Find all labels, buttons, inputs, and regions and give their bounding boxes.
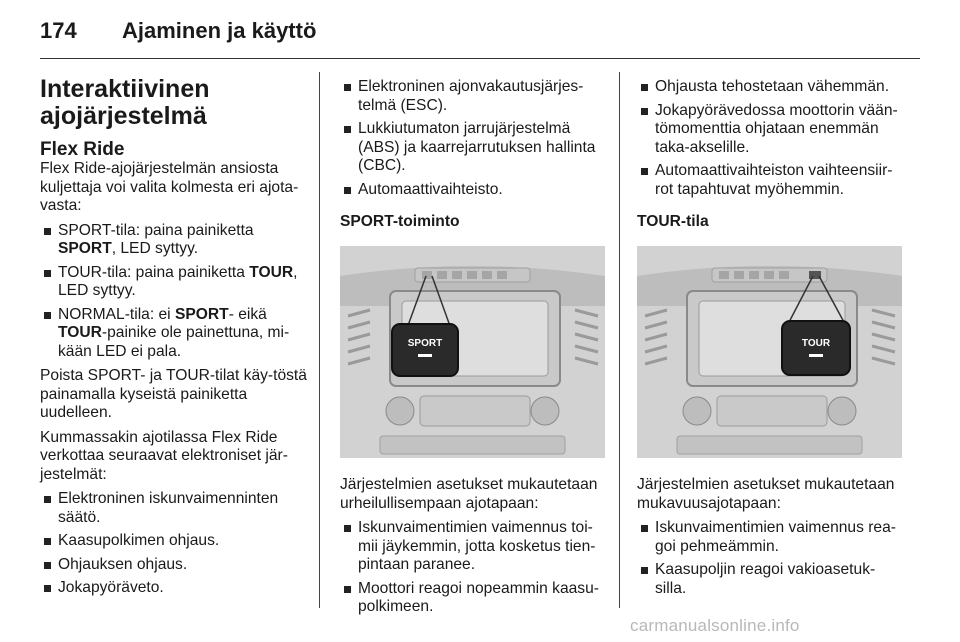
systems-list-continued [340,78,604,199]
page-number: 174 [40,18,77,43]
systems-paragraph: Kummassakin ajotilassa Flex Ride verkottaa seuraavat elektroniset jär-jestelmät: [40,428,288,483]
list-item [40,306,308,362]
list-item: Ohjauksen ohjaus. [40,556,308,575]
list-item: Jokapyörävedossa moottorin vään-tömomenttia ohjataan enemmän taka-akselille. [637,102,905,158]
list-item [40,222,308,259]
column-2 [340,78,604,623]
mode-list [40,222,308,362]
list-item: Lukkiutumaton jarrujärjestelmä (ABS) ja kaarrejarrutuksen hallinta (CBC). [340,120,604,176]
column-1 [40,76,308,604]
list-item [40,264,308,301]
page-header [40,18,920,58]
item-text: , LED syttyy. [58,263,298,299]
item-bold: TOUR [58,324,102,341]
item-text: TOUR-tila: paina painiketta [58,263,250,281]
section-heading: Interaktiivinen ajojärjestelmä [40,75,210,130]
subheading-flex-ride: Flex Ride [40,139,125,160]
column-3 [637,78,905,604]
sport-effects-list [340,519,604,617]
header-title: Ajaminen ja käyttö [122,18,317,43]
sport-button-figure [340,246,605,458]
list-item: Automaattivaihteiston vaihteensiir-rot tapahtuvat myöhemmin. [637,162,905,199]
list-item: Elektroninen iskunvaimenninten säätö. [40,490,308,527]
intro-paragraph: Flex Ride-ajojärjestelmän ansiosta kuljettaja voi valita kolmesta eri ajota-vasta: [40,160,299,214]
disable-paragraph: Poista SPORT- ja TOUR-tilat käy-töstä painamalla kyseistä painiketta uudelleen. [40,367,307,421]
list-item: Automaattivaihteisto. [340,181,604,200]
tour-paragraph: Järjestelmien asetukset mukautetaan mukavuusajotapaan: [637,476,895,512]
watermark: carmanualsonline.info [630,616,800,635]
section-title-tour: TOUR-tila [637,213,709,230]
item-text: NORMAL-tila: ei [58,305,175,323]
tour-button-figure [637,246,902,458]
sport-paragraph: Järjestelmien asetukset mukautetaan urheilullisempaan ajotapaan: [340,476,598,512]
item-bold: SPORT [58,240,112,257]
figure-button-label: TOUR [801,337,831,349]
tour-effects-list [637,519,905,598]
header-rule [40,58,920,59]
item-bold: TOUR [249,263,294,281]
sport-effects-list-continued [637,78,905,199]
list-item: Iskunvaimentimien vaimennus rea-goi pehmeämmin. [637,519,905,556]
section-title-sport: SPORT-toiminto [340,213,460,230]
item-text: , LED syttyy. [111,240,199,257]
column-divider-1 [319,72,320,608]
list-item: Elektroninen ajonvakautusjärjes-telmä (ESC). [340,78,604,115]
list-item: Moottori reagoi nopeammin kaasu-polkimeen. [340,580,604,617]
list-item: Ohjausta tehostetaan vähemmän. [637,78,905,97]
column-divider-2 [619,72,620,608]
list-item: Iskunvaimentimien vaimennus toi-mii jäykemmin, jotta kosketus tien-pintaan paranee. [340,519,604,575]
item-text: SPORT-tila: paina painiketta [58,221,254,239]
item-text: - eikä [228,305,267,323]
item-text: -painike ole painettuna, mi-kään LED ei pala. [58,324,290,360]
item-bold: SPORT [174,305,229,323]
systems-list [40,490,308,598]
figure-button-label: SPORT [407,337,443,349]
list-item: Kaasupolkimen ohjaus. [40,532,308,551]
list-item: Kaasupoljin reagoi vakioasetuk-silla. [637,561,905,598]
list-item: Jokapyöräveto. [40,579,308,598]
